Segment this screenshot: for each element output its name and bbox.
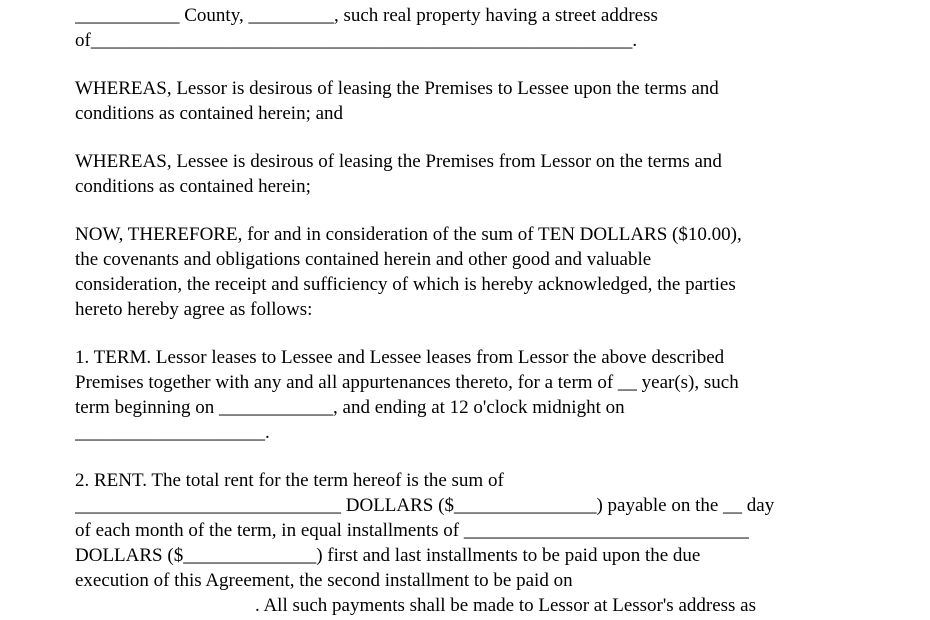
whereas-lessor-clause xyxy=(75,76,865,126)
doc-line: consideration, the receipt and sufficiency of which is hereby acknowledged, the parties xyxy=(75,274,736,295)
term-clause xyxy=(75,345,865,445)
doc-line: 1. TERM. Lessor leases to Lessee and Lessee leases from Lessor the above described xyxy=(75,347,725,368)
doc-line: of each month of the term, in equal installments of ______________________________ xyxy=(75,520,749,541)
doc-line: WHEREAS, Lessor is desirous of leasing the Premises to Lessee upon the terms and xyxy=(75,78,719,99)
doc-line: ___________ County, _________, such real property having a street address xyxy=(75,5,658,26)
doc-line: . All such payments shall be made to Lessor at Lessor's address as xyxy=(255,595,757,616)
doc-line: WHEREAS, Lessee is desirous of leasing the Premises from Lessor on the terms and xyxy=(75,151,722,172)
doc-line: conditions as contained herein; xyxy=(75,176,311,197)
doc-line: execution of this Agreement, the second installment to be paid on xyxy=(75,570,573,591)
doc-line: of_________________________________________________________. xyxy=(75,30,638,51)
doc-line: the covenants and obligations contained herein and other good and valuable xyxy=(75,249,652,270)
doc-line: ____________________________ DOLLARS ($_______________) payable on the __ day xyxy=(75,495,775,516)
doc-line: 2. RENT. The total rent for the term hereof is the sum of xyxy=(75,470,504,491)
doc-line: hereto hereby agree as follows: xyxy=(75,299,313,320)
doc-line: ____________________. xyxy=(75,422,270,443)
whereas-lessee-clause xyxy=(75,149,865,199)
rent-clause xyxy=(75,468,865,618)
doc-line: term beginning on ____________, and ending at 12 o'clock midnight on xyxy=(75,397,625,418)
doc-line: conditions as contained herein; and xyxy=(75,103,344,124)
doc-line: NOW, THEREFORE, for and in consideration of the sum of TEN DOLLARS ($10.00), xyxy=(75,224,742,245)
doc-line: DOLLARS ($______________) first and last installments to be paid upon the due xyxy=(75,545,701,566)
doc-line: Premises together with any and all appurtenances thereto, for a term of __ year(s), such xyxy=(75,372,739,393)
now-therefore-clause xyxy=(75,222,865,322)
document-text-block xyxy=(75,3,865,620)
county-street-address-clause xyxy=(75,3,865,53)
